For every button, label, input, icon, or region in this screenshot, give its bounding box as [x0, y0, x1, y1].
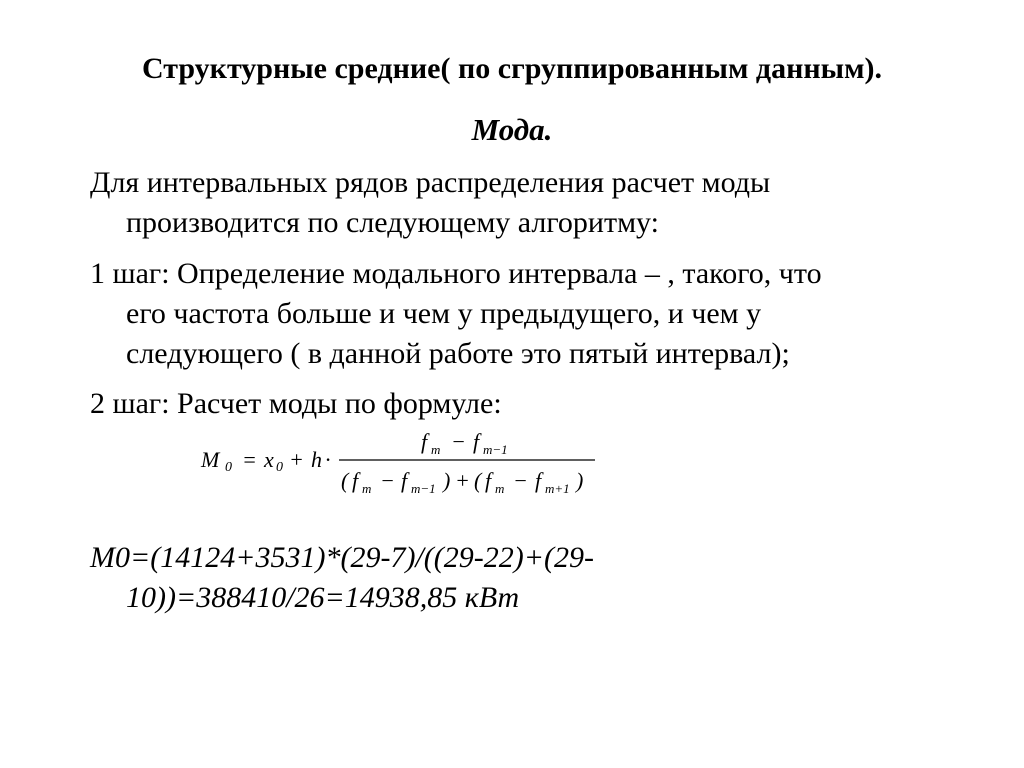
mode-formula: [197, 424, 607, 500]
formula-den-f3-sub: m: [495, 481, 505, 496]
paragraph-step-1: [90, 254, 940, 374]
formula-den-minus1: −: [380, 468, 395, 493]
paragraph-line: 2 шаг: Расчет моды по формуле:: [90, 387, 502, 420]
formula-eq: =: [242, 447, 257, 472]
paragraph-line: 10))=388410/26=14938,85 кВт: [126, 581, 520, 614]
formula-num-f1: f: [421, 429, 428, 454]
slide-title: Структурные средние( по сгруппированным данным).: [142, 52, 882, 85]
formula-den-f3: f: [485, 468, 492, 493]
formula-den-close2: ): [576, 468, 584, 493]
formula-x: x: [264, 447, 274, 472]
slide-subtitle: Мода.: [471, 112, 553, 147]
formula-dot: ·: [325, 447, 331, 472]
formula-den-plus: +: [455, 468, 470, 493]
paragraph-line: производится по следующему алгоритму:: [126, 206, 659, 239]
paragraph-line: следующего ( в данной работе это пятый интервал);: [126, 337, 790, 370]
paragraph-calculation: [90, 538, 940, 618]
formula-den-close1: ): [443, 468, 451, 493]
formula-den-f2-sub: m−1: [411, 481, 436, 496]
formula-den-f4: f: [535, 468, 542, 493]
formula-den-open1: (: [341, 468, 349, 493]
formula-num-f1-sub: m: [431, 442, 441, 457]
paragraph-line: его частота больше и чем у предыдущего, и чем у: [126, 297, 762, 330]
formula-x-sub: 0: [276, 460, 283, 475]
formula-den-f1-sub: m: [362, 481, 372, 496]
formula-h: h: [311, 447, 322, 472]
formula-m: M: [201, 447, 220, 472]
formula-plus: +: [289, 447, 304, 472]
paragraph-step-2: [90, 384, 940, 424]
formula-den-f4-sub: m+1: [545, 481, 570, 496]
formula-m-sub: 0: [225, 460, 232, 475]
formula-den-f1: f: [352, 468, 359, 493]
formula-num-f2-sub: m−1: [483, 442, 508, 457]
formula-den-f2: f: [401, 468, 408, 493]
paragraph-line: Для интервальных рядов распределения расчет моды: [90, 166, 771, 199]
formula-num-f2: f: [473, 429, 480, 454]
formula-den-minus2: −: [513, 468, 528, 493]
paragraph-line: 1 шаг: Определение модального интервала – , такого, что: [90, 257, 822, 290]
paragraph-line: M0=(14124+3531)*(29-7)/((29-22)+(29-: [90, 541, 594, 574]
formula-num-minus: −: [451, 429, 466, 454]
formula-den-open2: (: [474, 468, 482, 493]
paragraph-intro: [90, 163, 940, 243]
